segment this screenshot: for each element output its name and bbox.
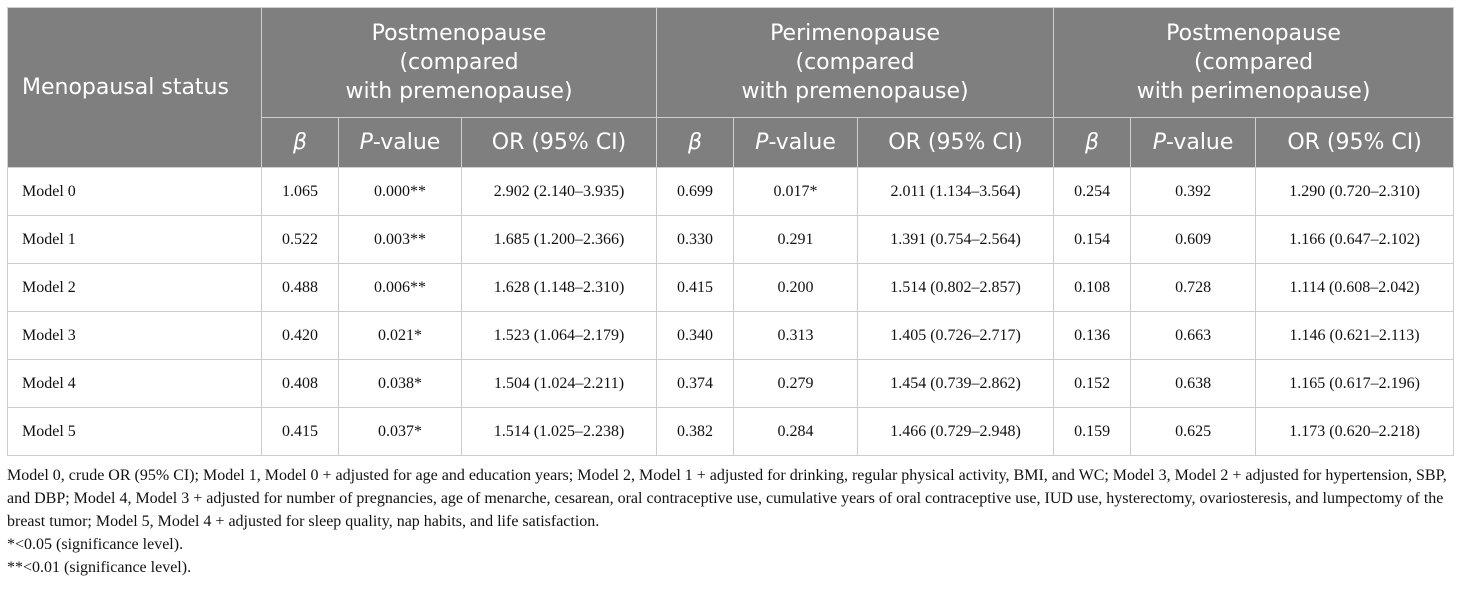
table-row [8,264,1454,312]
or-ci-cell: 1.405 (0.726–2.717) [858,312,1054,360]
p-value-cell: 0.638 [1131,360,1256,408]
results-table [7,7,1454,456]
p-value-cell: 0.663 [1131,312,1256,360]
or-ci-cell: 1.628 (1.148–2.310) [462,264,657,312]
p-value-cell: 0.038* [339,360,462,408]
p-letter: P [755,130,769,155]
p-value-cell: 0.284 [734,408,858,456]
model-label: Model 5 [8,408,262,456]
beta-cell: 0.522 [262,216,339,264]
p-value-cell: 0.625 [1131,408,1256,456]
or-ci-cell: 1.165 (0.617–2.196) [1256,360,1454,408]
or-ci-cell: 1.685 (1.200–2.366) [462,216,657,264]
beta-symbol: β [292,130,308,155]
beta-cell: 0.152 [1054,360,1131,408]
p-value-cell: 0.313 [734,312,858,360]
or-ci-cell: 2.902 (2.140–3.935) [462,168,657,216]
or-ci-cell: 1.514 (1.025–2.238) [462,408,657,456]
table-row [8,168,1454,216]
or-ci-header: OR (95% CI) [858,118,1054,168]
beta-header [262,118,339,168]
or-ci-cell: 1.454 (0.739–2.862) [858,360,1054,408]
or-ci-cell: 1.391 (0.754–2.564) [858,216,1054,264]
beta-cell: 0.415 [262,408,339,456]
group-header-post-vs-peri: Postmenopause (compared with perimenopause) [1054,8,1454,118]
or-ci-header: OR (95% CI) [1256,118,1454,168]
p-value-cell: 0.017* [734,168,858,216]
beta-cell: 0.408 [262,360,339,408]
p-letter: P [359,130,373,155]
model-label: Model 0 [8,168,262,216]
or-ci-cell: 1.146 (0.621–2.113) [1256,312,1454,360]
or-ci-header: OR (95% CI) [462,118,657,168]
beta-cell: 0.254 [1054,168,1131,216]
p-value-header [734,118,858,168]
beta-cell: 1.065 [262,168,339,216]
or-ci-cell: 2.011 (1.134–3.564) [858,168,1054,216]
p-value-header [339,118,462,168]
p-value-cell: 0.021* [339,312,462,360]
p-suffix: -value [372,130,441,155]
beta-cell: 0.330 [657,216,734,264]
beta-cell: 0.154 [1054,216,1131,264]
menopausal-status-header: Menopausal status [8,8,262,168]
p-value-cell: 0.291 [734,216,858,264]
header-row-groups [8,8,1454,118]
p-value-cell: 0.000** [339,168,462,216]
table-footnotes [7,464,1453,579]
p-value-cell: 0.006** [339,264,462,312]
p-value-header [1131,118,1256,168]
significance-note-double: **<0.01 (significance level). [7,559,192,576]
or-ci-cell: 1.523 (1.064–2.179) [462,312,657,360]
table-header [8,8,1454,168]
beta-cell: 0.420 [262,312,339,360]
table-row [8,216,1454,264]
model-definitions-note: Model 0, crude OR (95% CI); Model 1, Model 0 + adjusted for age and education years; Model 2, Model 1 + adjusted for drinking, regular physical activity, BMI, and WC; Model 3, Model 2 + adjusted for hypertension, SBP, and DBP; Model 4, Model 3 + adjusted for number of pregnancies, age of menarche, cesarean, oral contraceptive use, cumulative years of oral contraceptive use, IUD use, hysterectomy, ovariosteresis, and lumpectomy of the breast tumor; Model 5, Model 4 + adjusted for sleep quality, nap habits, and life satisfaction. [7,467,1447,530]
group-header-peri-vs-pre: Perimenopause (compared with premenopause) [657,8,1054,118]
or-ci-cell: 1.514 (0.802–2.857) [858,264,1054,312]
or-ci-cell: 1.173 (0.620–2.218) [1256,408,1454,456]
p-value-cell: 0.037* [339,408,462,456]
model-label: Model 4 [8,360,262,408]
beta-cell: 0.374 [657,360,734,408]
p-suffix: -value [1165,130,1234,155]
beta-symbol: β [688,130,703,155]
p-value-cell: 0.609 [1131,216,1256,264]
table-body [8,168,1454,456]
beta-symbol: β [1085,130,1100,155]
beta-header [1054,118,1131,168]
p-value-cell: 0.279 [734,360,858,408]
significance-note-single: *<0.05 (significance level). [7,536,184,553]
beta-cell: 0.382 [657,408,734,456]
model-label: Model 2 [8,264,262,312]
beta-cell: 0.136 [1054,312,1131,360]
p-value-cell: 0.003** [339,216,462,264]
p-value-cell: 0.728 [1131,264,1256,312]
model-label: Model 3 [8,312,262,360]
or-ci-cell: 1.114 (0.608–2.042) [1256,264,1454,312]
or-ci-cell: 1.166 (0.647–2.102) [1256,216,1454,264]
model-label: Model 1 [8,216,262,264]
table-row [8,312,1454,360]
or-ci-cell: 1.290 (0.720–2.310) [1256,168,1454,216]
beta-cell: 0.488 [262,264,339,312]
table-container [7,7,1453,579]
beta-header [657,118,734,168]
beta-cell: 0.108 [1054,264,1131,312]
or-ci-cell: 1.504 (1.024–2.211) [462,360,657,408]
table-row [8,408,1454,456]
p-letter: P [1152,130,1166,155]
group-header-post-vs-pre: Postmenopause (compared with premenopause) [262,8,657,118]
p-value-cell: 0.392 [1131,168,1256,216]
table-row [8,360,1454,408]
beta-cell: 0.699 [657,168,734,216]
beta-cell: 0.159 [1054,408,1131,456]
beta-cell: 0.415 [657,264,734,312]
p-suffix: -value [768,130,836,155]
beta-cell: 0.340 [657,312,734,360]
p-value-cell: 0.200 [734,264,858,312]
or-ci-cell: 1.466 (0.729–2.948) [858,408,1054,456]
